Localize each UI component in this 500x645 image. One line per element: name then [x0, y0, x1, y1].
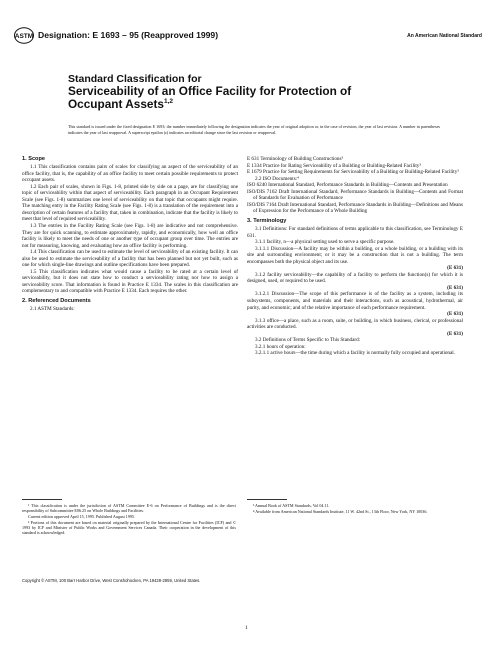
astm-logo-icon — [14, 27, 34, 44]
paragraph-3-1-2-1: 3.1.2.1 Discussion—The scope of this performance is of the facility as a system, including its subsystems, components, and materials and their interactions, such as acoustical, hydrothermal, air purity, and economic; and of the relative importance of each performance requirement. — [247, 291, 463, 311]
issuance-notice: This standard is issued under the fixed designation E 1693; the number immediately following the designation indicates the year of original adoption or, in the case of revision, the year of last revision. A number in parentheses indicates the year of last reapproval. A superscript epsilon (ε) indicates an editorial change since the last revision or reapproval. — [68, 124, 440, 136]
reference-tag-3: (E 631) — [447, 311, 463, 318]
paragraph-1-3: 1.3 The entries in the Facility Rating Scale (see Figs. 1-8) are indicative and not comprehensive. They are for quick scanning, to estimate approximately, rapidly, and economically, how well an office facility is likely to meet the needs of one or another type of occupant group over time. The entries are not for measuring, knowing, and evaluating how an office facility is performing. — [22, 222, 238, 249]
footnotes-left — [22, 503, 236, 536]
reference-tag-2: (E 631) — [447, 284, 463, 291]
paragraph-3-1-3: 3.1.3 office—a place, such as a room, suite, or building, in which business, clerical, or professional activities are conducted. — [247, 317, 463, 331]
paragraph-3-1: 3.1 Definitions: For standard definitions of terms applicable to this classification, see Terminology E 631. — [247, 225, 463, 239]
footnote-divider-right — [247, 499, 287, 500]
paragraph-3-2: 3.2 Definitions of Terms Specific to This Standard: — [255, 337, 361, 344]
reference-iso7164: ISO/DIS 7164 Draft International Standard, Performance Standards in Building—Definitions and Means of Expression for the Performance of a Whole Building — [247, 201, 463, 215]
footnote-3: ³ Annual Book of ASTM Standards, Vol 04.11. — [253, 503, 330, 508]
footnote-1b: Current edition approved April 15, 1995. Published August 1995. — [28, 514, 135, 520]
reference-tag-1: (E 631) — [447, 265, 463, 272]
paragraph-3-2-1: 3.2.1 hours of operation: — [255, 343, 306, 350]
footnote-2: ² Portions of this document are based on material originally prepared by the International Centre for Facilities (ICF) and © 1993 by ICF and Minister of Public Works and Government Services Canada. Their cooperation in the development of this standard is acknowledged. — [22, 519, 236, 536]
right-column — [247, 156, 463, 357]
footnotes-right — [247, 503, 461, 515]
page-number: 1 — [245, 625, 248, 631]
footnote-1: ¹ This classification is under the jurisdiction of ASTM Committee E-6 on Performance of Buildings and is the direct responsibility of Subcommittee E06.25 on Whole Buildings and Facilities. — [22, 503, 236, 514]
reference-tag-4: (E 631) — [447, 330, 463, 337]
paragraph-1-5: 1.5 This classification indicates what would cause a facility to be rated at a certain level of serviceability, but it does not state how to conduct a serviceability rating nor how to assign a serviceability score. That information is found in Practice E 1334. The scales in this classification are complementary to and compatible with Practice E 1334. Each requires the other. — [22, 268, 238, 295]
paragraph-3-1-2: 3.1.2 facility serviceability—the capability of a facility to perform the function(s) for which it is designed, used, or required to be used. — [247, 271, 463, 285]
paragraph-1-2: 1.2 Each pair of scales, shown in Figs. 1-8, printed side by side on a page, are for classifying one topic of serviceability within that aspect of serviceability. Each paragraph in an Occupant Requirement Scale (see Figs. 1-8) summarizes one level of serviceability on that topic that occupants might require. The matching entry in the Facility Rating Scale (see Figs. 1-8) is a translation of the requirement into a description of certain features of a facility that, taken in combination, indicate that the facility is likely to meet that level of required serviceability. — [22, 183, 238, 223]
iso-documents-label: 2.2 ISO Documents:⁴ — [255, 175, 299, 182]
footnote-4: ⁴ Available from American National Standards Institute, 11 W. 42nd St., 13th Floor, New York, NY 10036. — [253, 508, 428, 514]
paragraph-3-2-1-1: 3.2.1.1 active hours—the time during which a facility is normally fully occupied and operational. — [255, 350, 456, 357]
svg-text:ASTM: ASTM — [14, 33, 34, 40]
reference-iso7162: ISO/DIS 7162 Draft International Standard, Performance Standards in Building—Contents and Format of Standards for Evaluation of Performance — [247, 188, 463, 202]
footnote-divider-left — [22, 499, 62, 500]
paragraph-2-1: 2.1 ASTM Standards: — [30, 306, 75, 313]
title-line-1: Standard Classification for — [68, 73, 202, 85]
paragraph-1-4: 1.4 This classification can be used to estimate the level of serviceability of an existing facility. It can also be used to estimate the serviceability of a facility that has been planned but not yet built, such as one for which single-line drawings and outline specifications have been prepared. — [22, 249, 238, 269]
title-superscript: 1,2 — [163, 97, 173, 105]
left-column — [22, 156, 238, 313]
paragraph-3-1-1: 3.1.1 facility, n—a physical setting used to serve a specific purpose. — [255, 239, 395, 246]
section-1-heading: 1. Scope — [22, 156, 46, 162]
reference-e1679: E 1679 Practice for Setting Requirements for Serviceability of a Building or Building-Related Facility³ — [247, 169, 459, 176]
reference-e1334: E 1334 Practice for Rating Serviceability of a Building or Building-Related Facility³ — [247, 162, 421, 169]
standard-type: An American National Standard — [407, 33, 482, 39]
section-3-heading: 3. Terminology — [247, 217, 287, 224]
copyright-line: Copyright © ASTM, 100 Barr Harbor Drive, West Conshohocken, PA 19428-2959, United States. — [22, 578, 201, 583]
document-title — [68, 74, 428, 110]
section-2-heading: 2. Referenced Documents — [22, 297, 91, 304]
title-line-2: Serviceability of an Office Facility for Protection of — [68, 84, 352, 98]
designation: Designation: E 1693 – 95 (Reapproved 1999) — [38, 30, 219, 40]
title-line-3 — [68, 98, 428, 111]
reference-e631: E 631 Terminology of Building Constructions³ — [247, 156, 344, 162]
paragraph-3-1-1-1: 3.1.1.1 Discussion—A facility may be within a building, or a whole building, or a building with its site and surrounding environment; or it may be a construction that is not a building. The term encompasses both the physical object and its use. — [247, 245, 463, 265]
paragraph-1-1: 1.1 This classification contains pairs of scales for classifying an aspect of the serviceability of an office facility, that is, the capability of an office facility to meet certain possible requirements to protect occupant assets. — [22, 164, 238, 184]
title-line-3-text: Occupant Assets — [68, 96, 164, 111]
reference-iso6240: ISO 6240 International Standard, Performance Standards in Building—Contents and Presentation — [247, 182, 448, 189]
